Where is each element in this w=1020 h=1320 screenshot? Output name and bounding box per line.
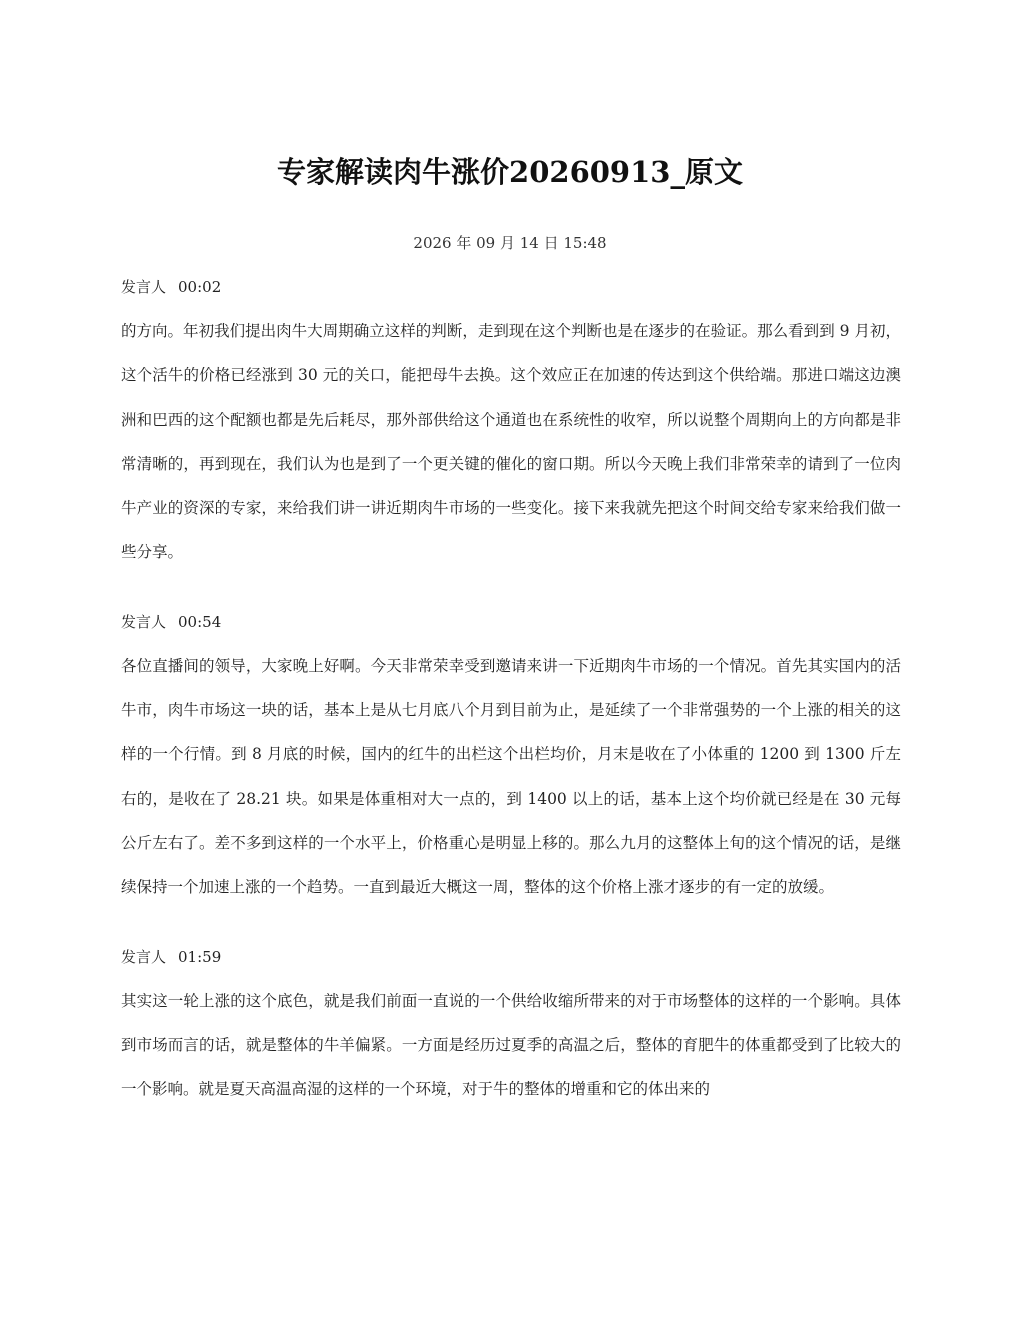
transcript-paragraph: 各位直播间的领导，大家晚上好啊。今天非常荣幸受到邀请来讲一下近期肉牛市场的一个情况。首先其实国内的活牛市，肉牛市场这一块的话，基本上是从七月底八个月到目前为止，是延续了一个非常强势的一个上涨的相关的这样的一个行情。到 8 月底的时候，国内的红牛的出栏这个出栏均价，月末是收在了小体重的 1200 到 1300 斤左右的，是收在了 28.21 块。如果是体重相对大一点的，到 1400 以上的话，基本上这个均价就已经是在 30 元每公斤左右了。差不多到这样的一个水平上，价格重心是明显上移的。那么九月的这整体上旬的这个情况的话，是继续保持一个加速上涨的一个趋势。一直到最近大概这一周，整体的这个价格上涨才逐步的有一定的放缓。 [121, 656, 901, 897]
timestamp: 01:59 [178, 947, 222, 966]
speaker-label: 发言人 [121, 612, 167, 631]
document-title: 专家解读肉牛涨价20260913_原文 [277, 155, 743, 189]
transcript-paragraph: 其实这一轮上涨的这个底色，就是我们前面一直说的一个供给收缩所带来的对于市场整体的这样的一个影响。具体到市场而言的话，就是整体的牛羊偏紧。一方面是经历过夏季的高温之后，整体的育肥牛的体重都受到了比较大的一个影响。就是夏天高温高湿的这样的一个环境，对于牛的整体的增重和它的体出来的 [121, 991, 901, 1099]
speaker-label: 发言人 [121, 947, 167, 966]
speaker-line [121, 611, 901, 633]
timestamp: 00:54 [178, 612, 222, 631]
speaker-line [121, 946, 901, 968]
transcript-section [121, 611, 901, 910]
speaker-label: 发言人 [121, 278, 167, 296]
document-date: 2026 年 09 月 14 日 15:48 [413, 234, 607, 252]
transcript-section [121, 946, 901, 1112]
transcript-section [121, 276, 901, 575]
transcript-body [121, 276, 901, 1147]
speaker-line [121, 276, 901, 298]
transcript-paragraph: 的方向。年初我们提出肉牛大周期确立这样的判断，走到现在这个判断也是在逐步的在验证。那么看到到 9 月初，这个活牛的价格已经涨到 30 元的关口，能把母牛去换。这个效应正在加速的传达到这个供给端。那进口端这边澳洲和巴西的这个配额也都是先后耗尽，那外部供给这个通道也在系统性的收窄，所以说整个周期向上的方向都是非常清晰的，再到现在，我们认为也是到了一个更关键的催化的窗口期。所以今天晚上我们非常荣幸的请到了一位肉牛产业的资深的专家，来给我们讲一讲近期肉牛市场的一些变化。接下来我就先把这个时间交给专家来给我们做一些分享。 [121, 322, 901, 562]
timestamp: 00:02 [178, 278, 222, 296]
